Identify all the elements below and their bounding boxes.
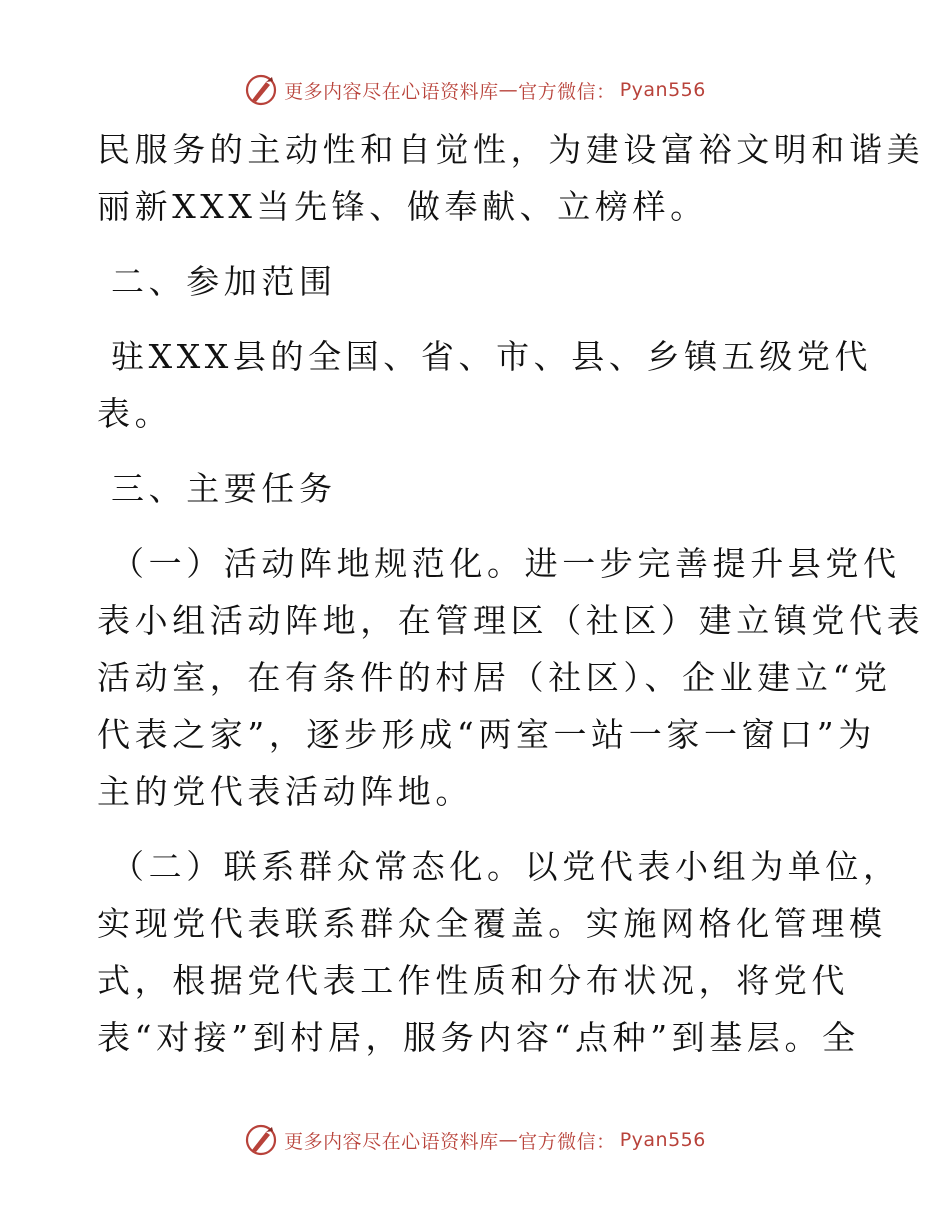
paragraph-line: 代表之家”，逐步形成“两室一站一家一窗口”为 — [97, 715, 876, 754]
banner-site-text: 更多内容尽在心语资料库 — [284, 80, 499, 103]
section-heading: 三、主要任务 — [111, 469, 337, 508]
section-heading: 二、参加范围 — [111, 262, 337, 301]
quill-pen-logo-icon — [244, 1123, 278, 1157]
banner-wechat-id: Pyan556 — [619, 1129, 706, 1151]
paragraph-line: 实现党代表联系群众全覆盖。实施网格化管理模 — [97, 904, 887, 943]
paragraph-line: 活动室，在有条件的村居（社区）、企业建立“党 — [97, 658, 892, 697]
paragraph-line: 民服务的主动性和自觉性，为建设富裕文明和谐美 — [97, 130, 925, 169]
paragraph-line: 表“对接”到村居，服务内容“点种”到基层。全 — [97, 1018, 860, 1057]
paragraph-line: 驻XXX县的全国、省、市、县、乡镇五级党代 — [111, 337, 873, 376]
paragraph-line: 主的党代表活动阵地。 — [97, 772, 473, 811]
paragraph-line: 表。 — [97, 394, 173, 433]
banner-wechat-id: Pyan556 — [619, 79, 706, 101]
paragraph-line: 丽新XXX当先锋、做奉献、立榜样。 — [97, 187, 708, 226]
banner-site-text: 更多内容尽在心语资料库 — [284, 1130, 499, 1153]
quill-pen-logo-icon — [244, 73, 278, 107]
paragraph-line: 表小组活动阵地，在管理区（社区）建立镇党代表 — [97, 601, 925, 640]
paragraph-line: 式，根据党代表工作性质和分布状况，将党代 — [97, 961, 849, 1000]
banner-separator: — — [498, 79, 519, 101]
footer-watermark-banner — [0, 1120, 950, 1160]
document-body — [97, 121, 925, 1066]
banner-wechat-label: 官方微信： — [518, 80, 616, 103]
paragraph-line: （二）联系群众常态化。以党代表小组为单位， — [111, 847, 901, 886]
header-watermark-banner — [0, 70, 950, 110]
banner-separator: — — [498, 1129, 519, 1151]
banner-wechat-label: 官方微信： — [518, 1130, 616, 1153]
paragraph-line: （一）活动阵地规范化。进一步完善提升县党代 — [111, 544, 901, 583]
